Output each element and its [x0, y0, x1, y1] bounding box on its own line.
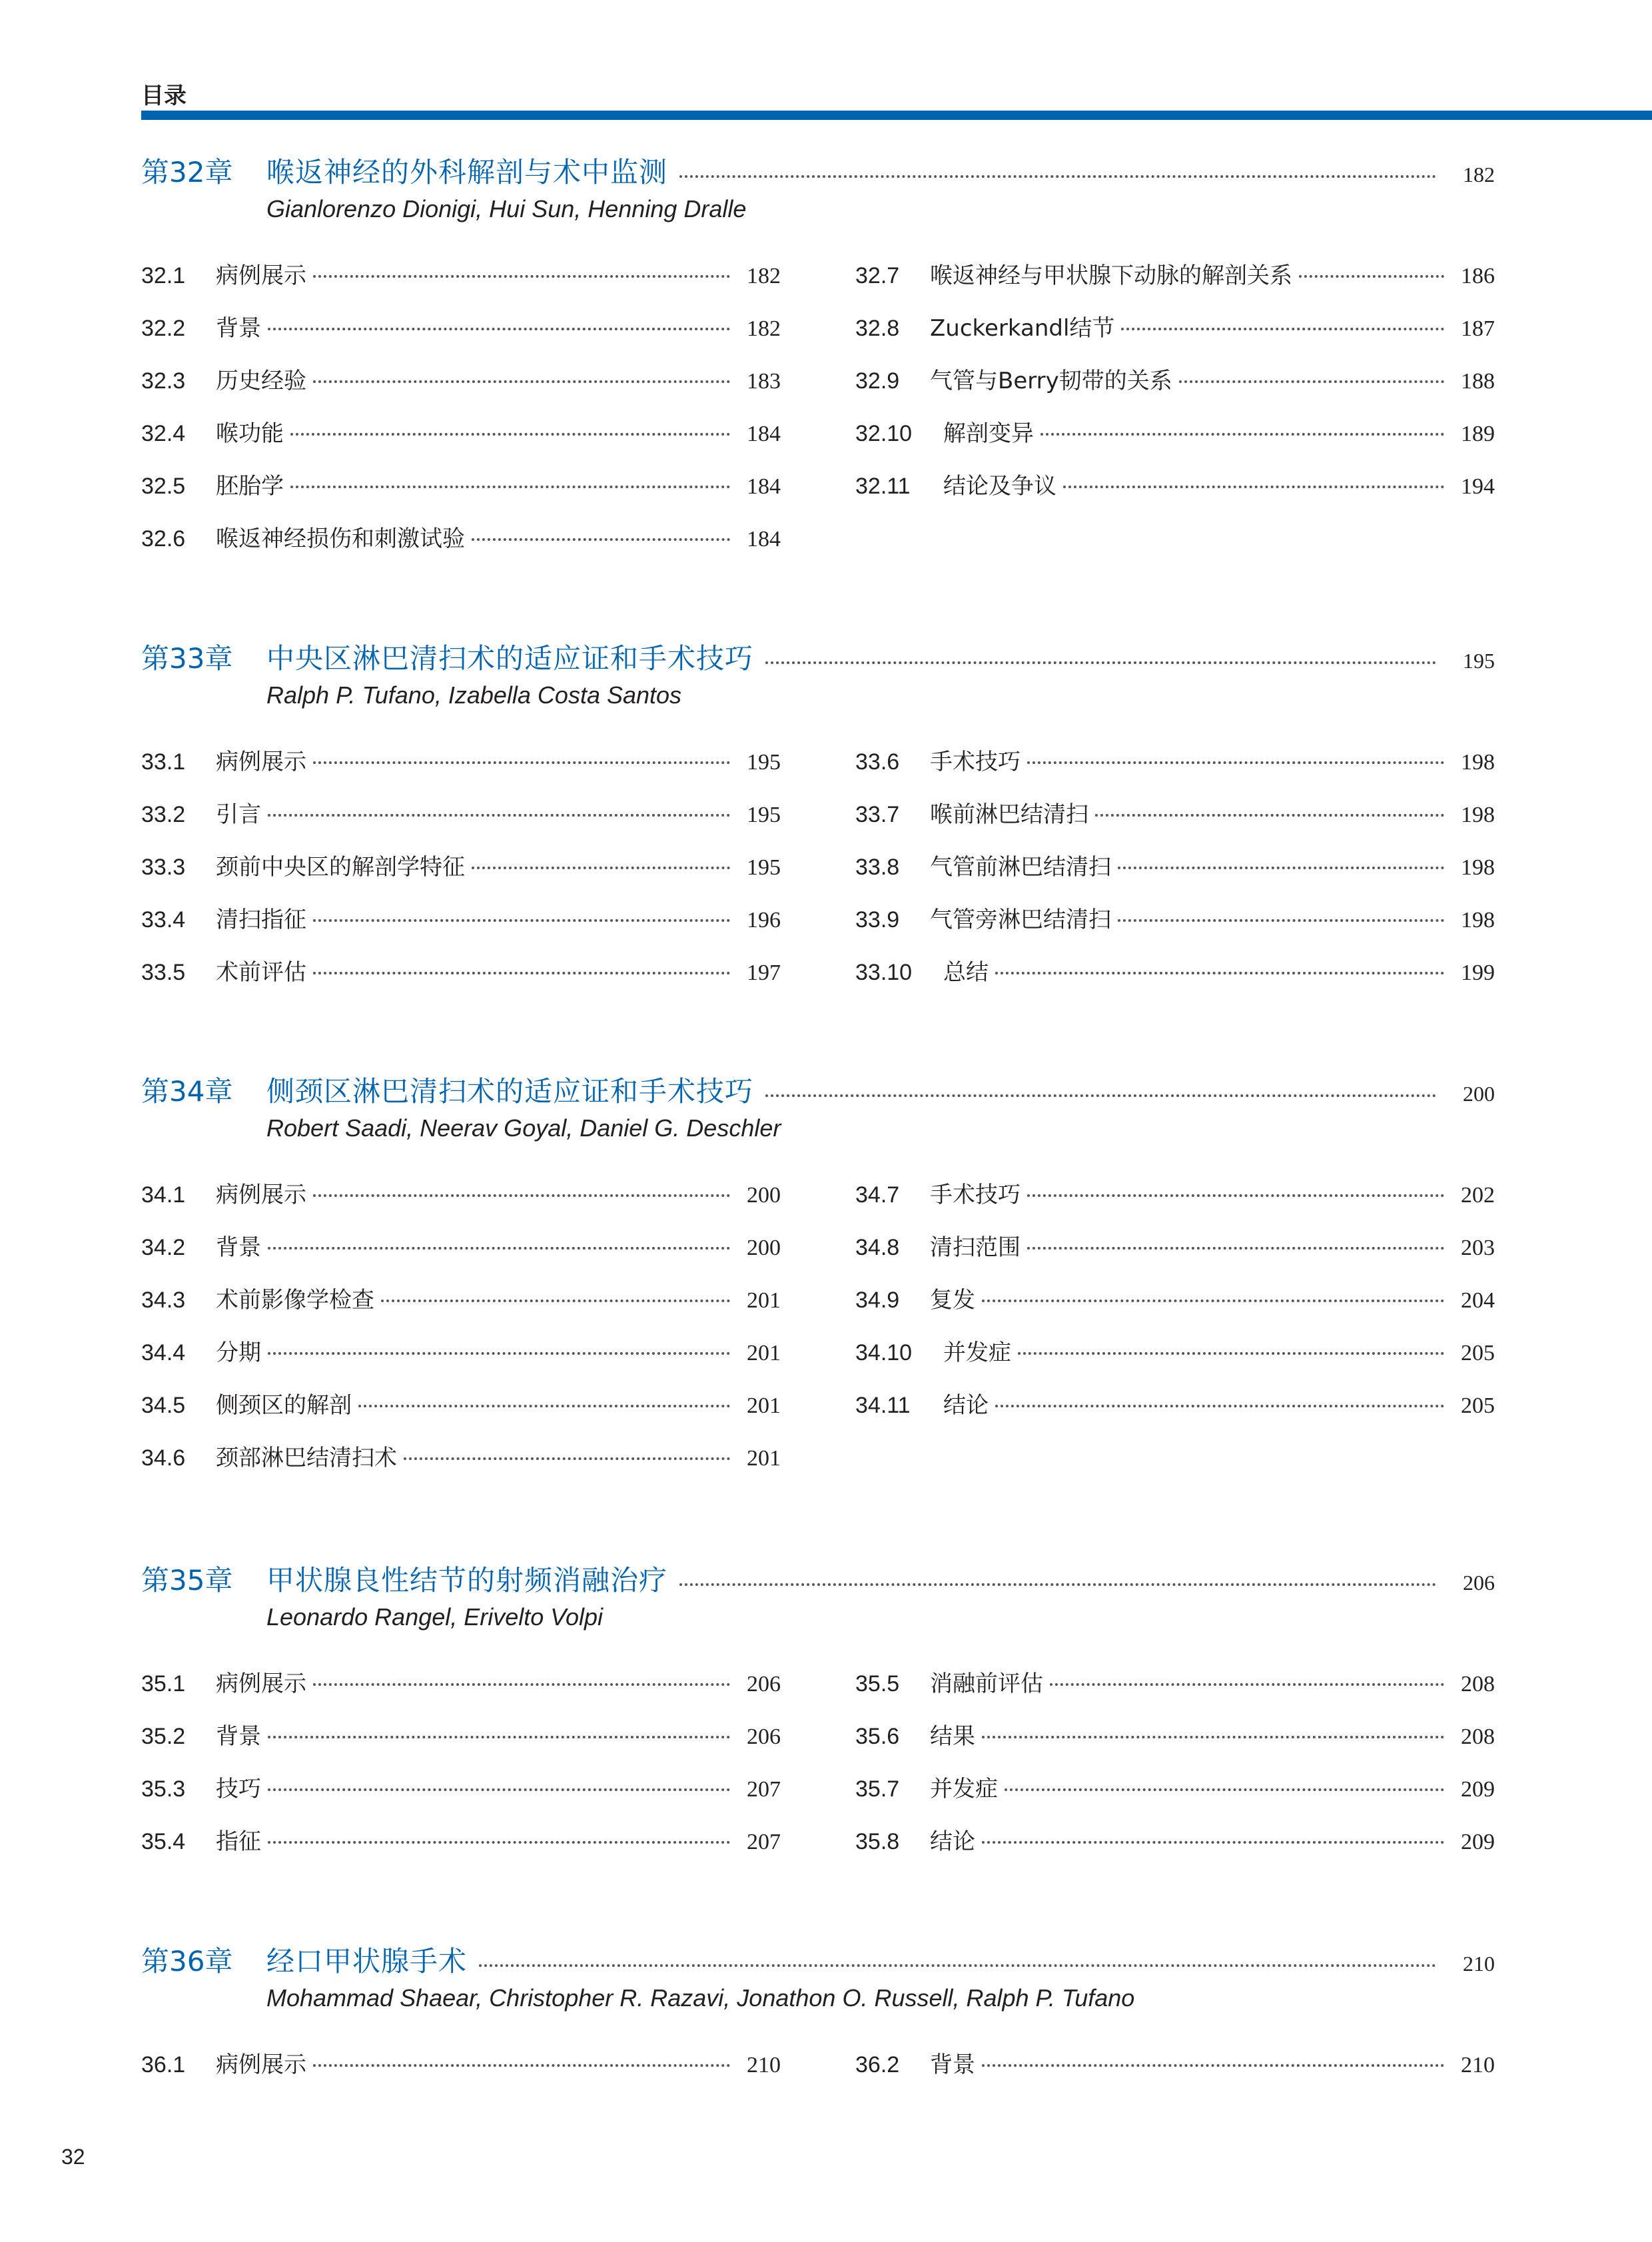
running-header: 目录 [141, 83, 187, 109]
section-title[interactable]: 病例展示 [216, 749, 306, 775]
section-entry[interactable] [141, 1176, 781, 1229]
section-page: 208 [1461, 1724, 1495, 1749]
dot-leader [1027, 1247, 1444, 1250]
section-entry[interactable] [141, 520, 781, 573]
dot-leader [1027, 761, 1444, 764]
dot-leader [313, 275, 730, 278]
dot-leader [1063, 486, 1444, 488]
section-number: 33.5 [141, 960, 186, 985]
section-page: 203 [1461, 1236, 1495, 1260]
section-entry[interactable] [141, 1439, 781, 1492]
section-page: 209 [1461, 1777, 1495, 1802]
chapter-number: 第36章 [141, 1945, 233, 1978]
chapter-number: 第34章 [141, 1075, 233, 1108]
section-number: 35.8 [855, 1829, 900, 1854]
section-title[interactable]: 解剖变异 [943, 420, 1034, 447]
dot-leader [313, 2064, 730, 2067]
section-number: 32.9 [855, 368, 900, 394]
dot-leader [268, 814, 730, 817]
section-page: 195 [747, 750, 781, 775]
section-title[interactable]: 病例展示 [216, 262, 306, 289]
chapter-authors: Leonardo Rangel, Erivelto Volpi [266, 1603, 603, 1631]
section-title[interactable]: 颈前中央区的解剖学特征 [216, 854, 465, 881]
dot-leader [1027, 1194, 1444, 1197]
chapter-number: 第35章 [141, 1564, 233, 1597]
section-page: 202 [1461, 1183, 1495, 1208]
section-page: 197 [747, 960, 781, 985]
dot-leader [268, 1736, 730, 1738]
dot-leader [765, 1094, 1436, 1097]
section-number: 35.4 [141, 1829, 186, 1854]
section-entry[interactable] [855, 1176, 1495, 1229]
dot-leader [982, 1736, 1444, 1738]
section-entry[interactable] [141, 1387, 781, 1439]
section-title[interactable]: 手术技巧 [930, 1182, 1021, 1208]
section-entry[interactable] [855, 310, 1495, 362]
page-number: 32 [61, 2145, 85, 2169]
section-page: 189 [1461, 422, 1495, 446]
chapter-heading[interactable] [141, 637, 1495, 677]
section-entry[interactable] [855, 1229, 1495, 1282]
chapter-title[interactable]: 经口甲状腺手术 [266, 1945, 468, 1978]
section-number: 33.2 [141, 802, 186, 827]
section-entry[interactable] [141, 1770, 781, 1823]
section-title[interactable]: 结论 [930, 1828, 975, 1855]
section-entry[interactable] [855, 1823, 1495, 1876]
section-entry[interactable] [855, 415, 1495, 468]
section-number: 34.9 [855, 1288, 900, 1313]
section-column-left [141, 743, 781, 1006]
section-entry[interactable] [141, 415, 781, 468]
chapter-page: 206 [1463, 1571, 1495, 1595]
section-title[interactable]: 复发 [930, 1287, 975, 1313]
section-entry[interactable] [141, 743, 781, 796]
section-title[interactable]: 结论及争议 [943, 473, 1056, 500]
section-column-left [141, 1665, 781, 1876]
section-column-right [855, 1176, 1495, 1492]
chapter-page: 200 [1463, 1082, 1495, 1106]
dot-leader [1095, 814, 1444, 817]
dot-leader [381, 1300, 730, 1302]
section-title[interactable]: 总结 [943, 959, 989, 986]
chapter-authors: Mohammad Shaear, Christopher R. Razavi, Jonathon O. Russell, Ralph P. Tufano [266, 1984, 1135, 2012]
section-number: 35.6 [855, 1724, 900, 1749]
dot-leader [1179, 380, 1444, 383]
section-title[interactable]: 技巧 [216, 1776, 261, 1802]
section-page: 198 [1461, 908, 1495, 933]
section-entry[interactable] [141, 1282, 781, 1334]
section-title[interactable]: 手术技巧 [930, 749, 1021, 775]
section-list [141, 1176, 1495, 1492]
chapter-page: 210 [1463, 1952, 1495, 1976]
section-title[interactable]: 历史经验 [216, 368, 306, 394]
dot-leader [290, 433, 730, 436]
section-list [141, 1665, 1495, 1876]
section-column-right [855, 1665, 1495, 1876]
section-page: 184 [747, 527, 781, 552]
section-page: 201 [747, 1446, 781, 1471]
dot-leader [995, 1405, 1444, 1407]
section-title[interactable]: 背景 [216, 315, 261, 342]
section-entry[interactable] [855, 1665, 1495, 1718]
section-number: 34.5 [141, 1393, 186, 1418]
section-page: 210 [1461, 2053, 1495, 2077]
section-entry[interactable] [855, 1770, 1495, 1823]
section-entry[interactable] [141, 901, 781, 954]
section-column-right [855, 743, 1495, 1006]
section-title[interactable]: 病例展示 [216, 1671, 306, 1697]
section-page: 194 [1461, 474, 1495, 499]
chapter-entry [141, 637, 1495, 1006]
section-page: 184 [747, 422, 781, 446]
section-entry[interactable] [855, 1282, 1495, 1334]
section-entry[interactable] [141, 362, 781, 415]
section-column-left [141, 257, 781, 573]
dot-leader [479, 1964, 1436, 1967]
section-page: 196 [747, 908, 781, 933]
section-column-right [855, 2046, 1495, 2099]
section-number: 33.7 [855, 802, 900, 827]
chapter-title[interactable]: 侧颈区淋巴清扫术的适应证和手术技巧 [266, 1075, 754, 1108]
section-number: 34.1 [141, 1182, 186, 1208]
chapter-title[interactable]: 喉返神经的外科解剖与术中监测 [266, 156, 668, 188]
section-number: 34.6 [141, 1445, 186, 1471]
section-title[interactable]: 引言 [216, 801, 261, 828]
section-page: 186 [1461, 264, 1495, 288]
section-number: 32.7 [855, 263, 900, 288]
section-number: 32.2 [141, 316, 186, 341]
section-entry[interactable] [855, 1718, 1495, 1770]
section-page: 201 [747, 1288, 781, 1313]
section-number: 32.11 [855, 474, 911, 499]
section-entry[interactable] [855, 1387, 1495, 1439]
dot-leader [472, 867, 730, 869]
chapter-entry [141, 1940, 1495, 2099]
dot-leader [982, 2064, 1444, 2067]
section-page: 198 [1461, 803, 1495, 827]
section-title[interactable]: Zuckerkandl结节 [930, 315, 1115, 342]
section-title[interactable]: 术前评估 [216, 959, 306, 986]
section-page: 198 [1461, 855, 1495, 880]
section-title[interactable]: 消融前评估 [930, 1671, 1043, 1697]
section-title[interactable]: 结论 [943, 1392, 989, 1419]
section-title[interactable]: 气管旁淋巴结清扫 [930, 907, 1111, 933]
section-entry[interactable] [855, 2046, 1495, 2099]
section-entry[interactable] [855, 362, 1495, 415]
section-entry[interactable] [855, 954, 1495, 1006]
dot-leader [268, 1788, 730, 1791]
section-page: 206 [747, 1724, 781, 1749]
section-entry[interactable] [855, 468, 1495, 520]
section-number: 32.5 [141, 474, 186, 499]
section-entry[interactable] [141, 1823, 781, 1876]
section-title[interactable]: 胚胎学 [216, 473, 284, 500]
section-number: 35.5 [855, 1671, 900, 1696]
section-number: 35.1 [141, 1671, 186, 1696]
section-number: 34.4 [141, 1340, 186, 1365]
section-number: 35.3 [141, 1776, 186, 1802]
section-title[interactable]: 侧颈区的解剖 [216, 1392, 352, 1419]
section-list [141, 2046, 1495, 2099]
section-entry[interactable] [141, 1665, 781, 1718]
section-number: 34.7 [855, 1182, 900, 1208]
section-number: 32.6 [141, 526, 186, 552]
section-page: 208 [1461, 1672, 1495, 1696]
dot-leader [313, 380, 730, 383]
chapter-authors: Ralph P. Tufano, Izabella Costa Santos [266, 681, 682, 709]
section-title[interactable]: 并发症 [943, 1339, 1011, 1366]
dot-leader [679, 1583, 1436, 1586]
section-page: 210 [747, 2053, 781, 2077]
section-title[interactable]: 颈部淋巴结清扫术 [216, 1445, 397, 1471]
section-title[interactable]: 喉返神经与甲状腺下动脉的解剖关系 [930, 262, 1292, 289]
chapter-heading[interactable] [141, 151, 1495, 190]
dot-leader [268, 328, 730, 330]
chapter-page: 195 [1463, 649, 1495, 673]
dot-leader [1118, 867, 1444, 869]
section-title[interactable]: 指征 [216, 1828, 261, 1855]
section-number: 33.6 [855, 749, 900, 775]
section-page: 200 [747, 1236, 781, 1260]
dot-leader [358, 1405, 730, 1407]
section-number: 32.4 [141, 421, 186, 446]
section-entry[interactable] [141, 849, 781, 901]
section-title[interactable]: 背景 [930, 2052, 975, 2078]
section-column-left [141, 1176, 781, 1492]
section-entry[interactable] [141, 1229, 781, 1282]
section-page: 184 [747, 474, 781, 499]
section-entry[interactable] [141, 257, 781, 310]
section-number: 32.8 [855, 316, 900, 341]
section-number: 35.7 [855, 1776, 900, 1802]
section-number: 34.2 [141, 1235, 186, 1260]
section-page: 198 [1461, 750, 1495, 775]
dot-leader [765, 661, 1436, 664]
chapter-entry [141, 1070, 1495, 1492]
section-entry[interactable] [855, 796, 1495, 849]
dot-leader [404, 1457, 730, 1460]
section-number: 36.1 [141, 2052, 186, 2077]
chapter-heading[interactable] [141, 1940, 1495, 1980]
chapter-number: 第33章 [141, 642, 233, 675]
section-number: 34.8 [855, 1235, 900, 1260]
section-title[interactable]: 清扫范围 [930, 1234, 1021, 1261]
section-title[interactable]: 分期 [216, 1339, 261, 1366]
dot-leader [472, 538, 730, 541]
section-page: 199 [1461, 960, 1495, 985]
dot-leader [313, 761, 730, 764]
dot-leader [268, 1247, 730, 1250]
chapter-entry [141, 1559, 1495, 1876]
section-page: 205 [1461, 1341, 1495, 1365]
section-number: 33.10 [855, 960, 913, 985]
section-entry[interactable] [855, 257, 1495, 310]
section-page: 183 [747, 369, 781, 394]
chapter-authors: Robert Saadi, Neerav Goyal, Daniel G. Deschler [266, 1114, 781, 1142]
section-title[interactable]: 术前影像学检查 [216, 1287, 374, 1313]
dot-leader [1050, 1683, 1444, 1686]
chapter-heading[interactable] [141, 1070, 1495, 1110]
dot-leader [313, 919, 730, 922]
section-entry[interactable] [855, 901, 1495, 954]
section-number: 32.10 [855, 421, 913, 446]
dot-leader [268, 1841, 730, 1844]
section-entry[interactable] [855, 743, 1495, 796]
section-page: 209 [1461, 1830, 1495, 1854]
dot-leader [1299, 275, 1444, 278]
dot-leader [1121, 328, 1444, 330]
section-page: 201 [747, 1393, 781, 1418]
dot-leader [1040, 433, 1444, 436]
section-list [141, 743, 1495, 1006]
section-column-left [141, 2046, 781, 2099]
chapter-number: 第32章 [141, 156, 233, 188]
section-page: 195 [747, 803, 781, 827]
section-title[interactable]: 病例展示 [216, 2052, 306, 2078]
section-title[interactable]: 喉返神经损伤和刺激试验 [216, 526, 465, 552]
dot-leader [1018, 1352, 1444, 1355]
section-title[interactable]: 气管前淋巴结清扫 [930, 854, 1111, 881]
section-number: 34.10 [855, 1340, 913, 1365]
section-number: 34.11 [855, 1393, 911, 1418]
section-page: 206 [747, 1672, 781, 1696]
dot-leader [313, 1194, 730, 1197]
chapter-authors: Gianlorenzo Dionigi, Hui Sun, Henning Dralle [266, 195, 747, 222]
dot-leader [982, 1841, 1444, 1844]
dot-leader [1005, 1788, 1444, 1791]
section-entry[interactable] [141, 1718, 781, 1770]
section-number: 34.3 [141, 1288, 186, 1313]
section-number: 36.2 [855, 2052, 900, 2077]
section-page: 200 [747, 1183, 781, 1208]
dot-leader [1118, 919, 1444, 922]
section-page: 188 [1461, 369, 1495, 394]
dot-leader [313, 1683, 730, 1686]
section-page: 182 [747, 316, 781, 341]
chapter-heading[interactable] [141, 1559, 1495, 1599]
section-page: 207 [747, 1777, 781, 1802]
section-page: 207 [747, 1830, 781, 1854]
section-page: 182 [747, 264, 781, 288]
section-title[interactable]: 喉前淋巴结清扫 [930, 801, 1088, 828]
section-entry[interactable] [141, 468, 781, 520]
section-page: 201 [747, 1341, 781, 1365]
dot-leader [290, 486, 730, 488]
section-entry[interactable] [855, 849, 1495, 901]
dot-leader [268, 1352, 730, 1355]
section-title[interactable]: 气管与Berry韧带的关系 [930, 368, 1172, 394]
chapter-page: 182 [1463, 163, 1495, 187]
section-number: 32.1 [141, 263, 186, 288]
section-title[interactable]: 喉功能 [216, 420, 284, 447]
section-number: 33.3 [141, 855, 186, 880]
chapter-title[interactable]: 中央区淋巴清扫术的适应证和手术技巧 [266, 642, 754, 675]
chapter-title[interactable]: 甲状腺良性结节的射频消融治疗 [266, 1564, 668, 1597]
section-title[interactable]: 病例展示 [216, 1182, 306, 1208]
section-number: 35.2 [141, 1724, 186, 1749]
section-number: 33.4 [141, 907, 186, 933]
section-number: 33.8 [855, 855, 900, 880]
section-entry[interactable] [141, 310, 781, 362]
section-title[interactable]: 背景 [216, 1723, 261, 1750]
section-entry[interactable] [141, 2046, 781, 2099]
chapter-entry [141, 151, 1495, 573]
dot-leader [995, 972, 1444, 974]
section-entry[interactable] [141, 954, 781, 1006]
section-column-right [855, 257, 1495, 573]
header-rule [141, 111, 1652, 120]
section-title[interactable]: 清扫指征 [216, 907, 306, 933]
section-number: 33.9 [855, 907, 900, 933]
section-title[interactable]: 背景 [216, 1234, 261, 1261]
section-number: 33.1 [141, 749, 186, 775]
section-entry[interactable] [141, 796, 781, 849]
dot-leader [313, 972, 730, 974]
section-title[interactable]: 结果 [930, 1723, 975, 1750]
section-page: 195 [747, 855, 781, 880]
dot-leader [679, 175, 1436, 178]
section-title[interactable]: 并发症 [930, 1776, 998, 1802]
dot-leader [982, 1300, 1444, 1302]
section-list [141, 257, 1495, 573]
section-number: 32.3 [141, 368, 186, 394]
section-page: 205 [1461, 1393, 1495, 1418]
section-entry[interactable] [141, 1334, 781, 1387]
section-page: 204 [1461, 1288, 1495, 1313]
section-entry[interactable] [855, 1334, 1495, 1387]
section-page: 187 [1461, 316, 1495, 341]
